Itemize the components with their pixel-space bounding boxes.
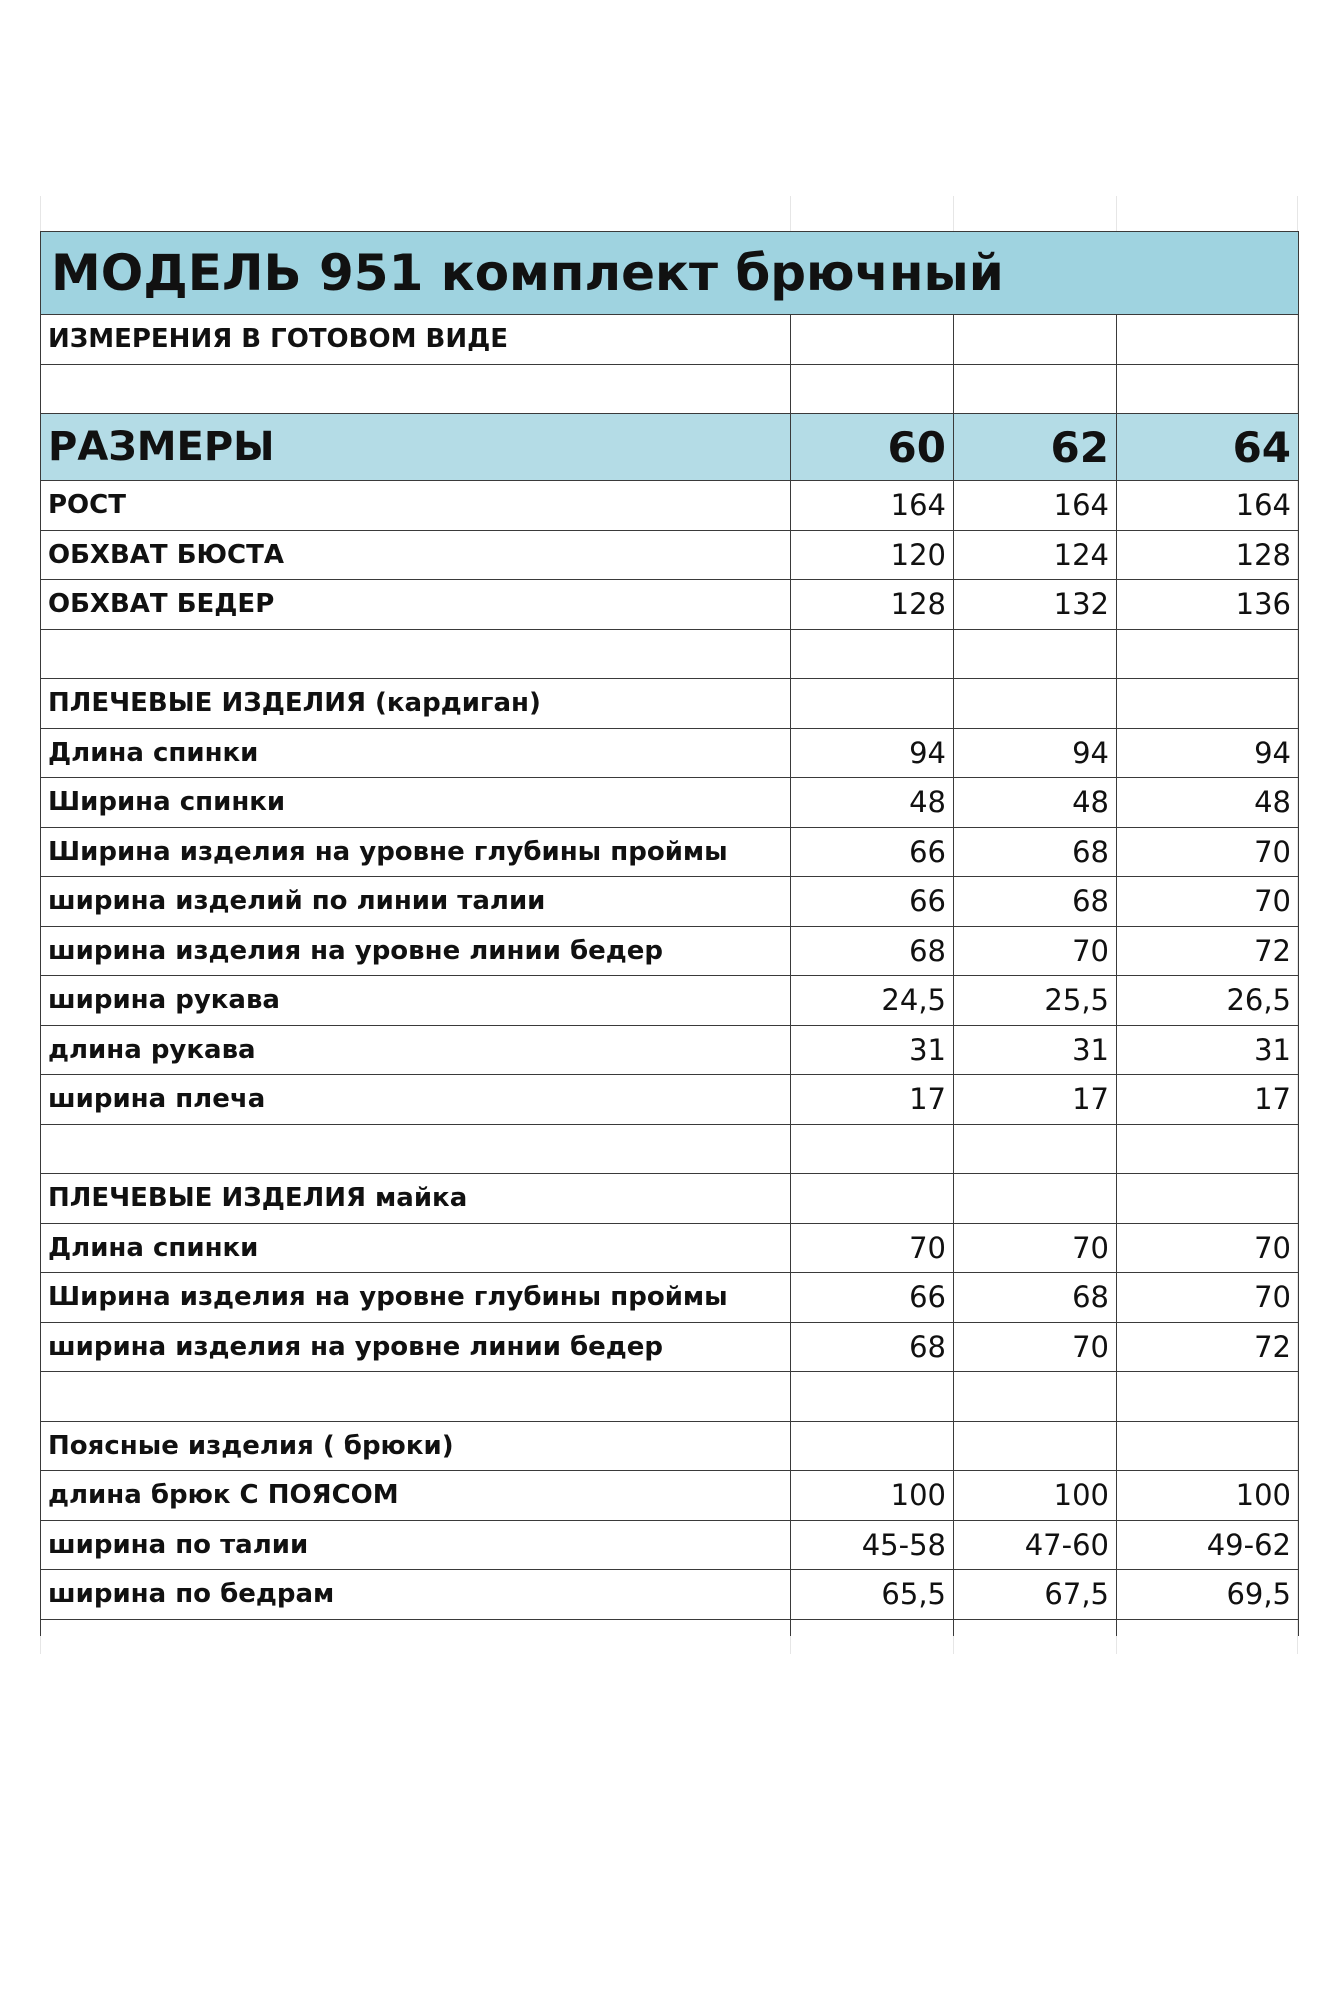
table-row (41, 976, 1299, 1026)
measurement-value: 164 (791, 481, 954, 531)
measurement-value: 70 (954, 926, 1117, 976)
measurement-value: 17 (1117, 1075, 1299, 1125)
measurement-value: 94 (1117, 728, 1299, 778)
section-heading-row (41, 679, 1299, 729)
measurement-value: 17 (791, 1075, 954, 1125)
size-value: 64 (1117, 414, 1299, 481)
measurement-label: длина брюк С ПОЯСОМ (41, 1471, 791, 1521)
measurement-value: 124 (954, 530, 1117, 580)
section-heading: Поясные изделия ( брюки) (41, 1421, 791, 1471)
measurement-label: ОБХВАТ БЕДЕР (41, 580, 791, 630)
measurement-value: 26,5 (1117, 976, 1299, 1026)
measurement-value: 70 (1117, 1273, 1299, 1323)
measurement-value: 136 (1117, 580, 1299, 630)
empty-row (41, 364, 1299, 414)
measurement-value: 68 (954, 827, 1117, 877)
table-row (41, 1025, 1299, 1075)
size-value: 62 (954, 414, 1117, 481)
table-row (41, 580, 1299, 630)
measurement-label: Ширина изделия на уровне глубины проймы (41, 827, 791, 877)
measurement-label: ширина изделий по линии талии (41, 877, 791, 927)
table-row (41, 1273, 1299, 1323)
table-row (41, 778, 1299, 828)
measurement-table (40, 231, 1299, 1636)
section-heading: ПЛЕЧЕВЫЕ ИЗДЕЛИЯ (кардиган) (41, 679, 791, 729)
measurement-label: ширина по бедрам (41, 1570, 791, 1620)
measurement-value: 94 (954, 728, 1117, 778)
measurement-value: 25,5 (954, 976, 1117, 1026)
measurement-label: Длина спинки (41, 1223, 791, 1273)
measurement-value: 100 (791, 1471, 954, 1521)
empty-row (41, 1124, 1299, 1174)
page-title: МОДЕЛЬ 951 комплект брючный (41, 232, 1299, 315)
table-row (41, 926, 1299, 976)
measurement-value: 72 (1117, 926, 1299, 976)
measurement-label: Длина спинки (41, 728, 791, 778)
measurement-value: 65,5 (791, 1570, 954, 1620)
table-row (41, 877, 1299, 927)
size-value: 60 (791, 414, 954, 481)
table-row (41, 481, 1299, 531)
measurement-label: ширина плеча (41, 1075, 791, 1125)
measurement-label: ширина рукава (41, 976, 791, 1026)
measurement-value: 17 (954, 1075, 1117, 1125)
measurement-label: ширина изделия на уровне линии бедер (41, 1322, 791, 1372)
measurement-value: 66 (791, 877, 954, 927)
sizes-row (41, 414, 1299, 481)
title-row (41, 232, 1299, 315)
subtitle-row (41, 315, 1299, 365)
table-row (41, 1471, 1299, 1521)
empty-row (41, 1619, 1299, 1636)
measurement-label: ширина изделия на уровне линии бедер (41, 926, 791, 976)
measurement-value: 128 (1117, 530, 1299, 580)
table-subtitle: ИЗМЕРЕНИЯ В ГОТОВОМ ВИДЕ (41, 315, 791, 365)
measurement-value: 120 (791, 530, 954, 580)
measurement-value: 45-58 (791, 1520, 954, 1570)
table-row (41, 1322, 1299, 1372)
measurement-value: 47-60 (954, 1520, 1117, 1570)
table-row (41, 728, 1299, 778)
measurement-value: 70 (791, 1223, 954, 1273)
measurement-value: 70 (954, 1322, 1117, 1372)
table-row (41, 1570, 1299, 1620)
measurement-value: 100 (1117, 1471, 1299, 1521)
measurement-value: 31 (954, 1025, 1117, 1075)
measurement-value: 69,5 (1117, 1570, 1299, 1620)
measurement-label: РОСТ (41, 481, 791, 531)
measurement-value: 68 (954, 1273, 1117, 1323)
table-row (41, 1223, 1299, 1273)
measurement-label: длина рукава (41, 1025, 791, 1075)
measurement-value: 68 (954, 877, 1117, 927)
measurement-value: 48 (954, 778, 1117, 828)
measurement-value: 31 (1117, 1025, 1299, 1075)
measurement-value: 94 (791, 728, 954, 778)
section-heading: ПЛЕЧЕВЫЕ ИЗДЕЛИЯ майка (41, 1174, 791, 1224)
measurement-label: Ширина изделия на уровне глубины проймы (41, 1273, 791, 1323)
section-heading-row (41, 1174, 1299, 1224)
table-row (41, 1075, 1299, 1125)
empty-row (41, 629, 1299, 679)
measurement-value: 70 (1117, 1223, 1299, 1273)
measurement-value: 100 (954, 1471, 1117, 1521)
table-row (41, 827, 1299, 877)
empty-row (41, 1372, 1299, 1422)
measurement-value: 48 (791, 778, 954, 828)
measurement-value: 68 (791, 926, 954, 976)
measurement-value: 68 (791, 1322, 954, 1372)
table-row (41, 530, 1299, 580)
measurement-value: 67,5 (954, 1570, 1117, 1620)
section-heading-row (41, 1421, 1299, 1471)
sizes-label: РАЗМЕРЫ (41, 414, 791, 481)
measurement-value: 66 (791, 1273, 954, 1323)
measurement-value: 164 (954, 481, 1117, 531)
measurement-label: ширина по талии (41, 1520, 791, 1570)
measurement-value: 164 (1117, 481, 1299, 531)
measurement-value: 31 (791, 1025, 954, 1075)
spreadsheet-area (16, 196, 1298, 1654)
measurement-label: Ширина спинки (41, 778, 791, 828)
measurement-value: 132 (954, 580, 1117, 630)
table-row (41, 1520, 1299, 1570)
measurement-value: 49-62 (1117, 1520, 1299, 1570)
measurement-value: 24,5 (791, 976, 954, 1026)
measurement-label: ОБХВАТ БЮСТА (41, 530, 791, 580)
measurement-value: 70 (954, 1223, 1117, 1273)
measurement-value: 66 (791, 827, 954, 877)
measurement-value: 70 (1117, 827, 1299, 877)
measurement-value: 128 (791, 580, 954, 630)
measurement-value: 48 (1117, 778, 1299, 828)
measurement-value: 72 (1117, 1322, 1299, 1372)
measurement-value: 70 (1117, 877, 1299, 927)
